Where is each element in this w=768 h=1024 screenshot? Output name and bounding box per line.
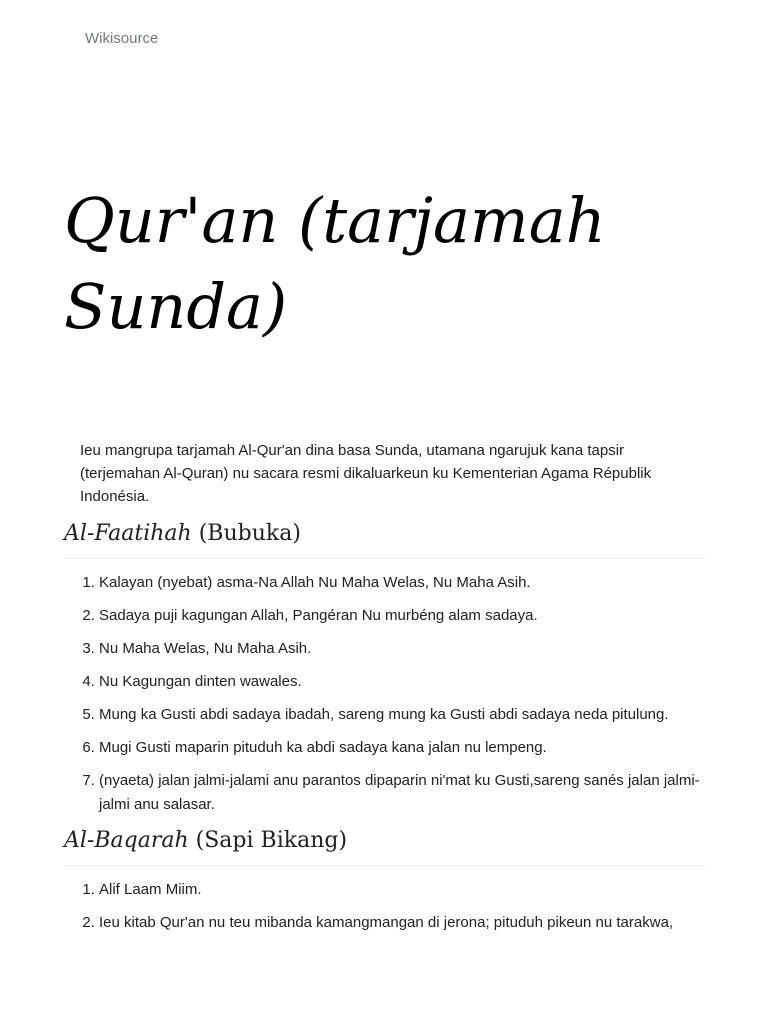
verse-item: 5. Mung ka Gusti abdi sadaya ibadah, sareng mung ka Gusti abdi sadaya neda pitulung.	[99, 703, 706, 727]
surah-name: Al-Faatihah	[64, 521, 192, 546]
verse-list	[64, 878, 706, 935]
verse-item: 1. Kalayan (nyebat) asma-Na Allah Nu Maha Welas, Nu Maha Asih.	[99, 571, 706, 595]
section-al-faatihah	[64, 520, 706, 826]
section-heading	[64, 520, 706, 559]
section-heading	[64, 827, 706, 866]
verse-item: 4. Nu Kagungan dinten wawales.	[99, 670, 706, 694]
surah-translation: (Sapi Bikang)	[195, 828, 348, 853]
verse-item: 6. Mugi Gusti maparin pituduh ka abdi sadaya kana jalan nu lempeng.	[99, 736, 706, 760]
page-title: Qur'an (tarjamah Sunda)	[64, 184, 606, 343]
section-al-baqarah	[64, 827, 706, 944]
site-name-link[interactable]: Wikisource	[85, 30, 159, 47]
intro-paragraph: Ieu mangrupa tarjamah Al-Qur'an dina basa Sunda, utamana ngarujuk kana tapsir (terjemahan Al-Quran) nu sacara resmi dikaluarkeun ku Kementerian Agama Républik Indonésia.	[80, 442, 652, 505]
verse-item: 7. (nyaeta) jalan jalmi-jalami anu parantos dipaparin ni'mat ku Gusti,sareng sanés jalan jalmi-jalmi anu salasar.	[99, 769, 706, 816]
verse-item: 2. Ieu kitab Qur'an nu teu mibanda kamangmangan di jerona; pituduh pikeun nu tarakwa,	[99, 911, 706, 935]
verse-item: 2. Sadaya puji kagungan Allah, Pangéran Nu murbéng alam sadaya.	[99, 604, 706, 628]
verse-item: 3. Nu Maha Welas, Nu Maha Asih.	[99, 637, 706, 661]
surah-translation: (Bubuka)	[198, 521, 301, 546]
surah-name: Al-Baqarah	[64, 828, 189, 853]
verse-item: 1. Alif Laam Miim.	[99, 878, 706, 902]
verse-list	[64, 571, 706, 816]
